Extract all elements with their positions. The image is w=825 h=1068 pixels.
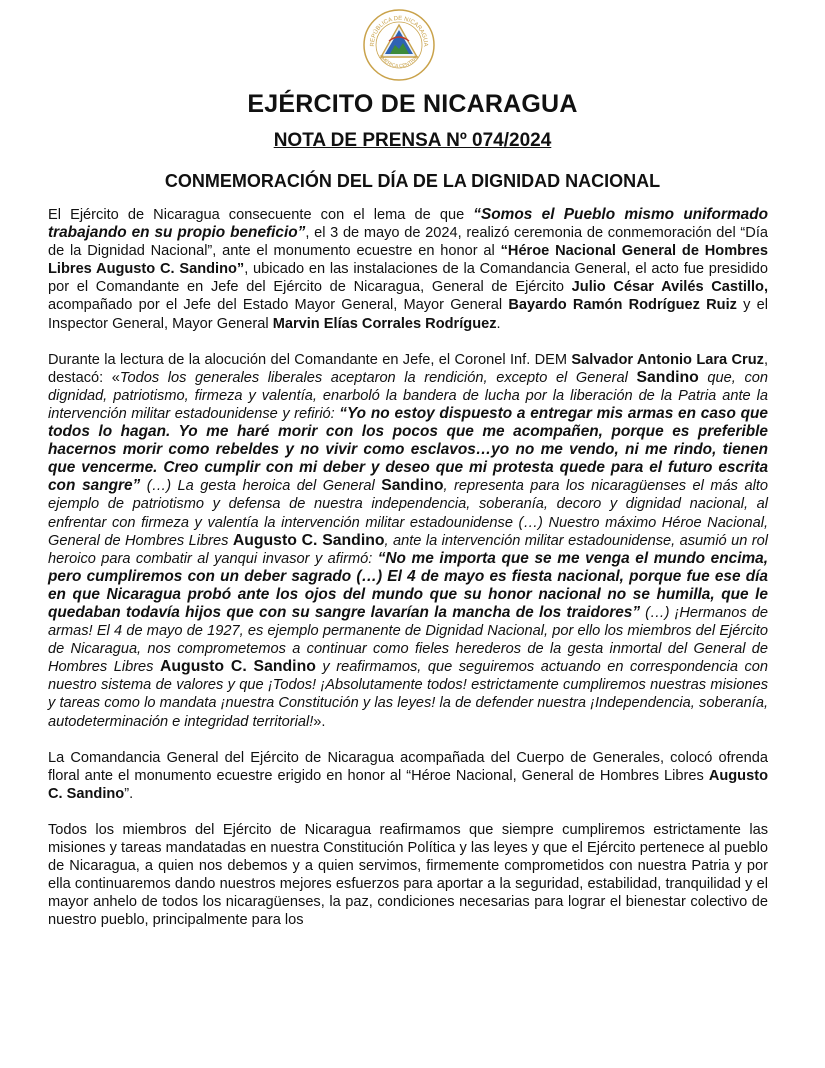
p2-italic-4: , representa para los nicaragüenses el más alto ejemplo de patriotismo y defensa de nuestra independencia, soberanía, decoro y dignidad nacional, al enfrentar con firmeza y valentía la intervención militar estadounidense (…) Nuestro máximo Héroe Nacional, General de Hombres Libres <box>48 478 769 549</box>
p1-hero-name: “Héroe Nacional General de Hombres Libres Augusto C. Sandino” <box>48 243 769 278</box>
p2-italic-5: , ante la intervención militar estadounidense, asumió un rol heroico para combatir al yanqui invasor y afirmó: <box>48 532 768 567</box>
p1-text-3: , ubicado en las instalaciones de la Comandancia General, el acto fue presidido por el Comandante en Jefe del Ejército de Nicaragua, General de Ejército <box>48 261 768 296</box>
p1-text-2: , el 3 de mayo de 2024, realizó ceremonia de conmemoración del “Día de la Dignidad Nacional”, ante el monumento ecuestre en honor al <box>48 225 769 260</box>
paragraph-2 <box>48 351 768 731</box>
p4-text-1: Todos los miembros del Ejército de Nicaragua reafirmamos que siempre cumpliremos estrictamente las misiones y tareas mandatadas en nuestra Constitución Política y las leyes y que el Ejército pertenece al pueblo de Nicaragua, a quien nos debemos y a quien servimos, firmemente comprometidos con nuestra Patria y por ella continuaremos dando nuestros mejores esfuerzos para aportar a la seguridad, estabilidad, tranquilidad y el mayor anhelo de todos los nicaragüenses, la paz, condiciones necesarias para lograr el bienestar colectivo de nuestro pueblo, principalmente para los <box>48 821 768 929</box>
p3-text-1: La Comandancia General del Ejército de Nicaragua acompañada del Cuerpo de Generales, colocó ofrenda floral ante el monumento ecuestre erigido en honor al “Héroe Nacional, General de Hombres Libres <box>48 749 768 784</box>
institution-title: EJÉRCITO DE NICARAGUA <box>247 90 578 118</box>
seal-text-top: REPÚBLICA DE NICARAGUA <box>369 15 429 47</box>
paragraph-3 <box>48 749 768 803</box>
p2-sandino-quote-1: “Yo no estoy dispuesto a entregar mis armas en caso que todos lo hagan. Yo me haré morir con los pocos que me acompañen, porque es preferible hacernos morir como rebeldes y no vivir como esclavos…yo no me vendo, ni me rindo, tienen que vencerme. Creo cumplir con mi deber y deseo que mi protesta quede para el futuro escrita con sangre” <box>48 404 768 495</box>
headline: CONMEMORACIÓN DEL DÍA DE LA DIGNIDAD NACIONAL <box>164 171 661 191</box>
p2-text-3: ». <box>313 713 326 730</box>
p2-name-colonel: Salvador Antonio Lara Cruz <box>571 351 764 368</box>
p1-text-6: . <box>496 315 501 332</box>
article-body <box>48 206 768 947</box>
p2-text-1: Durante la lectura de la alocución del Comandante en Jefe, el Coronel Inf. DEM <box>48 351 572 368</box>
p2-sandino-2: Sandino <box>381 477 444 495</box>
paragraph-1 <box>48 206 768 333</box>
p2-sandino-1: Sandino <box>636 368 699 386</box>
p2-sandino-3: Augusto C. Sandino <box>232 531 385 549</box>
p1-text-5: y el Inspector General, Mayor General <box>48 297 768 332</box>
p2-text-2: , destacó: « <box>48 351 768 386</box>
p2-italic-7: y reafirmamos, que seguiremos actuando en correspondencia con nuestro sistema de valores y que ¡Todos! ¡Absolutamente todos! estrictamente cumpliremos nuestras misiones y tareas como lo mandata ¡nuestra Constitución y las leyes! la de defender nuestra ¡Independencia, soberanía, autodeterminación e integridad territorial! <box>48 659 768 730</box>
press-note-number <box>0 130 825 152</box>
p2-italic-6: (…) ¡Hermanos de armas! El 4 de mayo de 1927, es ejemplo permanente de Dignidad Nacional, por ello los miembros del Ejército de Nicaragua, nos comprometemos a continuar como fieles herederos de la gesta inmortal del General de Hombres Libres <box>48 604 768 676</box>
p1-text-4: acompañado por el Jefe del Estado Mayor General, Mayor General <box>48 297 509 314</box>
seal-text-bottom: AMÉRICA CENTRAL <box>377 53 421 70</box>
p2-italic-2: que, con dignidad, patriotismo, firmeza y valentía, enarboló la bandera de lucha por la liberación de la Patria ante la intervención militar estadounidense y refirió: <box>48 369 768 422</box>
p2-italic-1: Todos los generales liberales aceptaron la rendición, excepto el General <box>119 369 637 386</box>
p1-motto-quote: “Somos el Pueblo mismo uniformado trabajando en su propio beneficio” <box>48 206 768 242</box>
press-note-number-text: NOTA DE PRENSA Nº 074/2024 <box>273 130 552 151</box>
nicaragua-coat-of-arms-icon <box>362 8 436 82</box>
p2-italic-3: (…) La gesta heroica del General <box>140 478 382 495</box>
p1-name-commander: Julio César Avilés Castillo, <box>571 279 768 296</box>
paragraph-4 <box>48 821 768 930</box>
p3-sandino: Augusto C. Sandino <box>48 767 768 802</box>
p2-sandino-4: Augusto C. Sandino <box>160 658 316 676</box>
p3-text-2: ”. <box>124 785 134 802</box>
p1-name-inspector: Marvin Elías Corrales Rodríguez <box>272 315 497 332</box>
p1-text-1: El Ejército de Nicaragua consecuente con el lema de que <box>48 207 474 223</box>
p2-sandino-quote-2: “No me importa que se me venga el mundo encima, pero cumpliremos con un deber sagrado (…) El 4 de mayo es fiesta nacional, porque fue ese día en que Nicaragua probó ante los ojos del mundo que su honor nacional no se humilla, que le quedaban todavía hijos que con su sangre lavarían la mancha de los traidores” <box>48 549 768 621</box>
p1-name-chief-staff: Bayardo Ramón Rodríguez Ruiz <box>508 297 737 314</box>
